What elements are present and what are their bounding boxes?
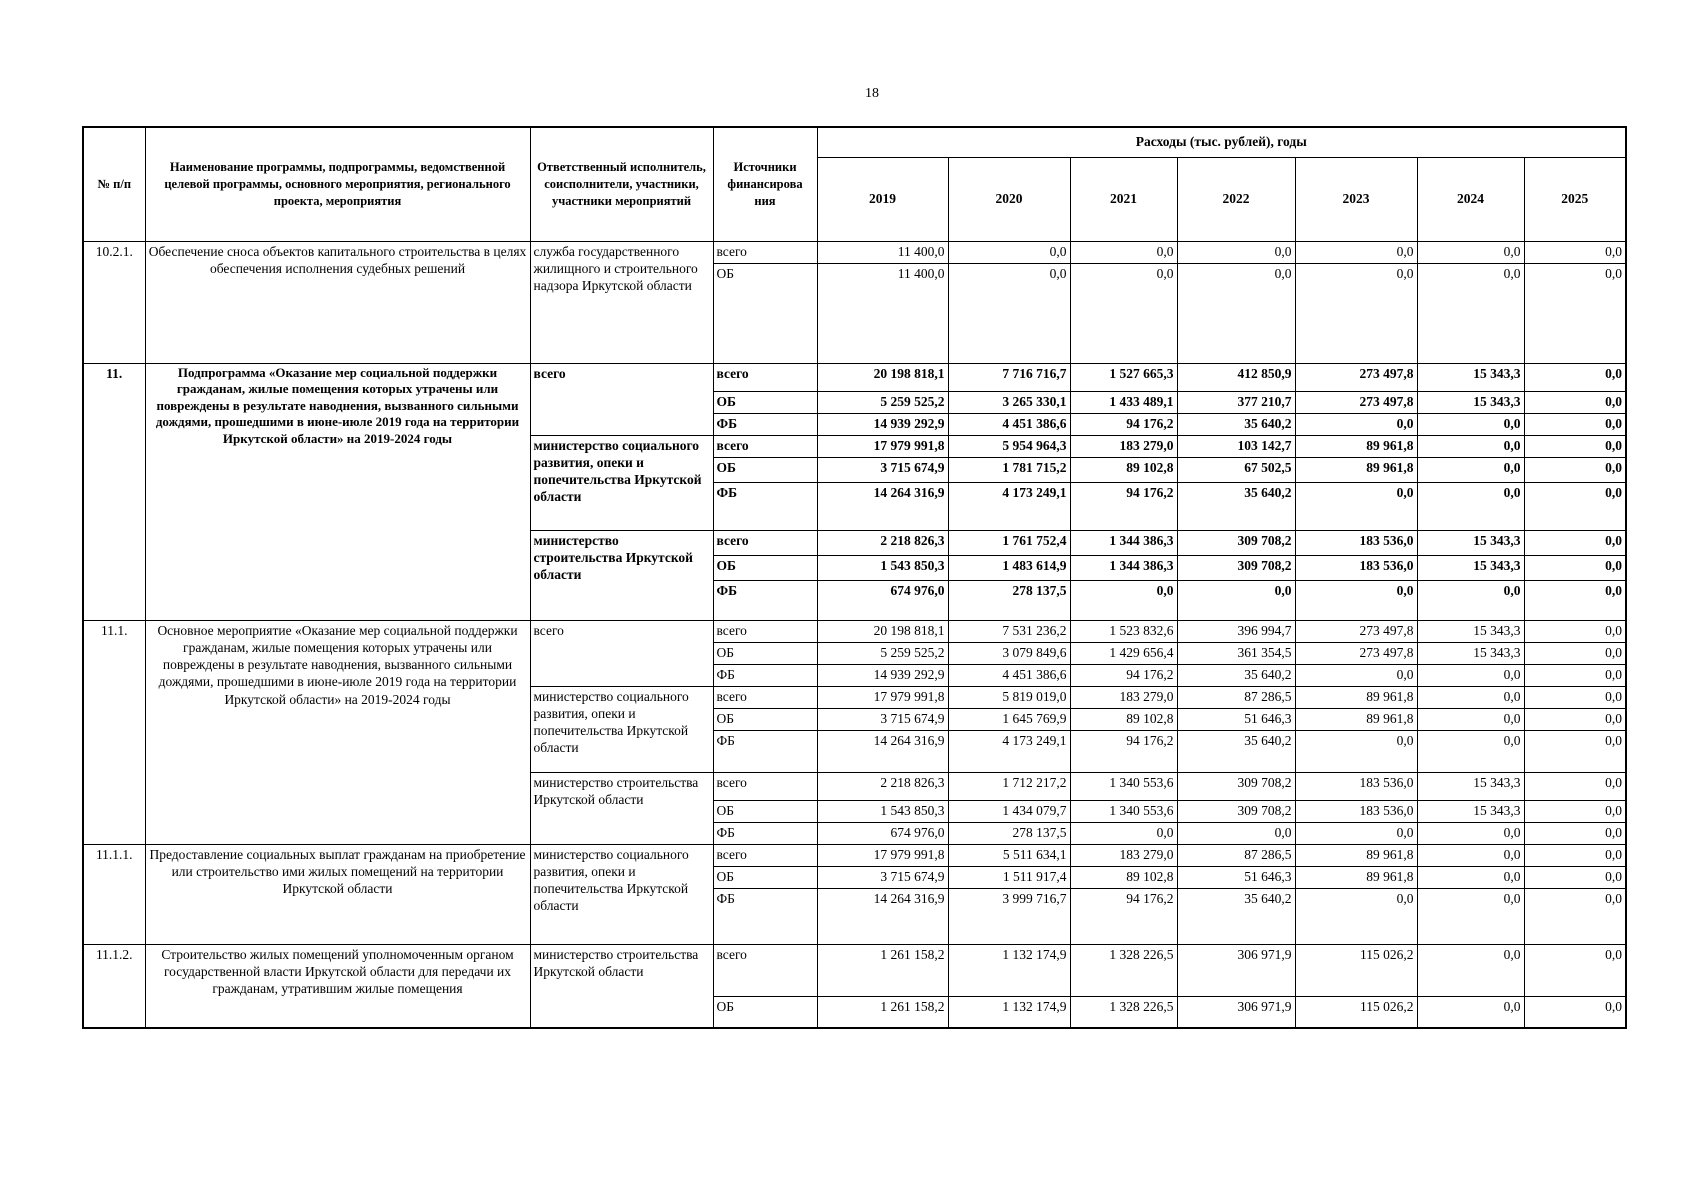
expense-value: 1 527 665,3 [1070, 363, 1177, 391]
budget-table [82, 126, 1627, 1029]
expense-value: 0,0 [1417, 457, 1524, 482]
funding-source: всего [713, 530, 817, 555]
table-row [83, 620, 1626, 642]
expense-value: 674 976,0 [817, 822, 948, 844]
expense-value: 0,0 [1524, 620, 1626, 642]
expense-value: 1 344 386,3 [1070, 530, 1177, 555]
expense-value: 87 286,5 [1177, 686, 1295, 708]
expense-value: 412 850,9 [1177, 363, 1295, 391]
expense-value: 5 259 525,2 [817, 642, 948, 664]
expense-value: 20 198 818,1 [817, 363, 948, 391]
expense-value: 1 781 715,2 [948, 457, 1070, 482]
program-name: Обеспечение сноса объектов капитального строительства в целях обеспечения исполнения судебных решений [145, 241, 530, 363]
expense-value: 0,0 [1295, 263, 1417, 363]
executor: министерство строительства Иркутской области [530, 772, 713, 844]
expense-value: 0,0 [1524, 866, 1626, 888]
program-name: Основное мероприятие «Оказание мер социальной поддержки гражданам, жилые помещения которых утрачены или повреждены в результате наводнения, вызванного сильными дождями, прошедшими в июне-июле 2019 года на территории Иркутской области» на 2019-2024 годы [145, 620, 530, 844]
expense-value: 0,0 [1524, 530, 1626, 555]
table-row [83, 944, 1626, 996]
expense-value: 0,0 [1524, 241, 1626, 263]
funding-source: ФБ [713, 822, 817, 844]
expense-value: 0,0 [1177, 580, 1295, 620]
header-year: 2022 [1177, 157, 1295, 241]
expense-value: 15 343,3 [1417, 555, 1524, 580]
expense-value: 2 218 826,3 [817, 772, 948, 800]
expense-value: 2 218 826,3 [817, 530, 948, 555]
expense-value: 0,0 [1524, 772, 1626, 800]
header-year: 2025 [1524, 157, 1626, 241]
header-executor: Ответственный исполнитель, соисполнители, участники, участники мероприятий [530, 127, 713, 241]
table-row [83, 241, 1626, 263]
expense-value: 1 429 656,4 [1070, 642, 1177, 664]
funding-source: ОБ [713, 555, 817, 580]
expense-value: 14 264 316,9 [817, 888, 948, 944]
row-number: 10.2.1. [83, 241, 145, 363]
program-name: Строительство жилых помещений уполномоченным органом государственной власти Иркутской области для передачи их гражданам, утратившим жилые помещения [145, 944, 530, 1028]
expense-value: 0,0 [1417, 944, 1524, 996]
funding-source: ОБ [713, 800, 817, 822]
expense-value: 1 761 752,4 [948, 530, 1070, 555]
expense-value: 89 961,8 [1295, 686, 1417, 708]
expense-value: 309 708,2 [1177, 772, 1295, 800]
expense-value: 3 999 716,7 [948, 888, 1070, 944]
expense-value: 0,0 [1524, 435, 1626, 457]
expense-value: 0,0 [1295, 241, 1417, 263]
expense-value: 0,0 [1417, 580, 1524, 620]
expense-value: 0,0 [1524, 730, 1626, 772]
header-year: 2020 [948, 157, 1070, 241]
expense-value: 15 343,3 [1417, 620, 1524, 642]
funding-source: ОБ [713, 391, 817, 413]
expense-value: 3 715 674,9 [817, 708, 948, 730]
expense-value: 1 433 489,1 [1070, 391, 1177, 413]
expense-value: 0,0 [1417, 888, 1524, 944]
funding-source: всего [713, 241, 817, 263]
expense-value: 273 497,8 [1295, 363, 1417, 391]
expense-value: 15 343,3 [1417, 530, 1524, 555]
expense-value: 5 819 019,0 [948, 686, 1070, 708]
table-row [83, 844, 1626, 866]
expense-value: 15 343,3 [1417, 772, 1524, 800]
funding-source: ОБ [713, 642, 817, 664]
header-name: Наименование программы, подпрограммы, ведомственной целевой программы, основного мероприятия, регионального проекта, мероприятия [145, 127, 530, 241]
expense-value: 14 264 316,9 [817, 482, 948, 530]
expense-value: 0,0 [1524, 580, 1626, 620]
header-expenses: Расходы (тыс. рублей), годы [817, 127, 1626, 157]
expense-value: 674 976,0 [817, 580, 948, 620]
expense-value: 103 142,7 [1177, 435, 1295, 457]
expense-value: 15 343,3 [1417, 363, 1524, 391]
expense-value: 0,0 [1524, 686, 1626, 708]
expense-value: 0,0 [1524, 664, 1626, 686]
expense-value: 0,0 [1295, 413, 1417, 435]
program-name: Предоставление социальных выплат гражданам на приобретение или строительство ими жилых помещений на территории Иркутской области [145, 844, 530, 944]
expense-value: 15 343,3 [1417, 642, 1524, 664]
header-year: 2021 [1070, 157, 1177, 241]
expense-value: 0,0 [1070, 580, 1177, 620]
funding-source: ОБ [713, 708, 817, 730]
expense-value: 309 708,2 [1177, 530, 1295, 555]
expense-value: 3 265 330,1 [948, 391, 1070, 413]
expense-value: 35 640,2 [1177, 482, 1295, 530]
expense-value: 183 279,0 [1070, 435, 1177, 457]
expense-value: 306 971,9 [1177, 944, 1295, 996]
executor: служба государственного жилищного и строительного надзора Иркутской области [530, 241, 713, 363]
expense-value: 89 961,8 [1295, 708, 1417, 730]
expense-value: 0,0 [1524, 844, 1626, 866]
expense-value: 35 640,2 [1177, 730, 1295, 772]
expense-value: 0,0 [1417, 686, 1524, 708]
expense-value: 0,0 [1524, 708, 1626, 730]
table-header [83, 127, 1626, 241]
expense-value: 1 434 079,7 [948, 800, 1070, 822]
expense-value: 0,0 [1524, 482, 1626, 530]
expense-value: 3 715 674,9 [817, 457, 948, 482]
funding-source: ОБ [713, 263, 817, 363]
funding-source: всего [713, 363, 817, 391]
expense-value: 94 176,2 [1070, 413, 1177, 435]
executor: всего [530, 620, 713, 686]
expense-value: 1 132 174,9 [948, 996, 1070, 1028]
expense-value: 89 102,8 [1070, 457, 1177, 482]
expense-value: 278 137,5 [948, 580, 1070, 620]
expense-value: 94 176,2 [1070, 482, 1177, 530]
expense-value: 89 102,8 [1070, 708, 1177, 730]
funding-source: ФБ [713, 580, 817, 620]
expense-value: 0,0 [1070, 263, 1177, 363]
expense-value: 5 259 525,2 [817, 391, 948, 413]
funding-source: всего [713, 686, 817, 708]
expense-value: 0,0 [1417, 708, 1524, 730]
expense-value: 0,0 [1524, 555, 1626, 580]
funding-source: всего [713, 944, 817, 996]
funding-source: ФБ [713, 664, 817, 686]
program-name: Подпрограмма «Оказание мер социальной поддержки гражданам, жилые помещения которых утрачены или повреждены в результате наводнения, вызванного сильными дождями, прошедшими в июне-июле 2019 года на территории Иркутской области» на 2019-2024 годы [145, 363, 530, 620]
funding-source: ОБ [713, 996, 817, 1028]
expense-value: 35 640,2 [1177, 413, 1295, 435]
expense-value: 0,0 [1417, 263, 1524, 363]
expense-value: 0,0 [1524, 822, 1626, 844]
funding-source: всего [713, 620, 817, 642]
expense-value: 0,0 [1417, 822, 1524, 844]
expense-value: 115 026,2 [1295, 996, 1417, 1028]
executor: министерство социального развития, опеки и попечительства Иркутской области [530, 686, 713, 772]
expense-value: 0,0 [1524, 413, 1626, 435]
table-body [83, 241, 1626, 1028]
expense-value: 0,0 [1417, 241, 1524, 263]
expense-value: 0,0 [1295, 730, 1417, 772]
expense-value: 273 497,8 [1295, 620, 1417, 642]
expense-value: 183 279,0 [1070, 844, 1177, 866]
expense-value: 0,0 [1295, 580, 1417, 620]
expense-value: 89 961,8 [1295, 457, 1417, 482]
expense-value: 7 716 716,7 [948, 363, 1070, 391]
expense-value: 15 343,3 [1417, 391, 1524, 413]
executor: министерство строительства Иркутской области [530, 530, 713, 620]
expense-value: 1 483 614,9 [948, 555, 1070, 580]
expense-value: 51 646,3 [1177, 708, 1295, 730]
expense-value: 17 979 991,8 [817, 435, 948, 457]
executor: всего [530, 363, 713, 435]
expense-value: 51 646,3 [1177, 866, 1295, 888]
expense-value: 0,0 [1524, 944, 1626, 996]
expense-value: 11 400,0 [817, 241, 948, 263]
funding-source: ФБ [713, 413, 817, 435]
expense-value: 89 961,8 [1295, 435, 1417, 457]
expense-value: 1 328 226,5 [1070, 944, 1177, 996]
executor: министерство социального развития, опеки и попечительства Иркутской области [530, 844, 713, 944]
funding-source: всего [713, 844, 817, 866]
expense-value: 0,0 [1417, 482, 1524, 530]
expense-value: 0,0 [1177, 822, 1295, 844]
expense-value: 0,0 [1177, 241, 1295, 263]
expense-value: 0,0 [1524, 457, 1626, 482]
expense-value: 1 523 832,6 [1070, 620, 1177, 642]
expense-value: 0,0 [948, 241, 1070, 263]
expense-value: 183 536,0 [1295, 555, 1417, 580]
executor: министерство социального развития, опеки и попечительства Иркутской области [530, 435, 713, 530]
expense-value: 1 261 158,2 [817, 996, 948, 1028]
expense-value: 309 708,2 [1177, 555, 1295, 580]
header-year: 2023 [1295, 157, 1417, 241]
header-source: Источники финансирова ния [713, 127, 817, 241]
expense-value: 87 286,5 [1177, 844, 1295, 866]
funding-source: ОБ [713, 866, 817, 888]
expense-value: 35 640,2 [1177, 664, 1295, 686]
expense-value: 0,0 [1524, 363, 1626, 391]
expense-value: 14 939 292,9 [817, 664, 948, 686]
expense-value: 377 210,7 [1177, 391, 1295, 413]
expense-value: 15 343,3 [1417, 800, 1524, 822]
expense-value: 0,0 [1177, 263, 1295, 363]
expense-value: 94 176,2 [1070, 664, 1177, 686]
expense-value: 0,0 [1417, 844, 1524, 866]
expense-value: 0,0 [1295, 482, 1417, 530]
expense-value: 1 340 553,6 [1070, 800, 1177, 822]
expense-value: 3 715 674,9 [817, 866, 948, 888]
expense-value: 309 708,2 [1177, 800, 1295, 822]
expense-value: 0,0 [1524, 263, 1626, 363]
expense-value: 0,0 [1524, 391, 1626, 413]
expense-value: 1 261 158,2 [817, 944, 948, 996]
expense-value: 17 979 991,8 [817, 686, 948, 708]
expense-value: 5 511 634,1 [948, 844, 1070, 866]
expense-value: 1 328 226,5 [1070, 996, 1177, 1028]
expense-value: 4 173 249,1 [948, 482, 1070, 530]
expense-value: 1 543 850,3 [817, 800, 948, 822]
expense-value: 67 502,5 [1177, 457, 1295, 482]
expense-value: 183 536,0 [1295, 772, 1417, 800]
expense-value: 183 536,0 [1295, 800, 1417, 822]
expense-value: 183 279,0 [1070, 686, 1177, 708]
expense-value: 17 979 991,8 [817, 844, 948, 866]
funding-source: ОБ [713, 457, 817, 482]
row-number: 11.1.2. [83, 944, 145, 1028]
funding-source: всего [713, 435, 817, 457]
expense-value: 1 132 174,9 [948, 944, 1070, 996]
expense-value: 0,0 [1295, 888, 1417, 944]
expense-value: 0,0 [1295, 664, 1417, 686]
expense-value: 278 137,5 [948, 822, 1070, 844]
expense-value: 4 451 386,6 [948, 664, 1070, 686]
expense-value: 3 079 849,6 [948, 642, 1070, 664]
expense-value: 1 645 769,9 [948, 708, 1070, 730]
expense-value: 273 497,8 [1295, 642, 1417, 664]
expense-value: 0,0 [948, 263, 1070, 363]
expense-value: 5 954 964,3 [948, 435, 1070, 457]
expense-value: 1 344 386,3 [1070, 555, 1177, 580]
expense-value: 35 640,2 [1177, 888, 1295, 944]
expense-value: 11 400,0 [817, 263, 948, 363]
page-number: 18 [865, 86, 879, 101]
expense-value: 20 198 818,1 [817, 620, 948, 642]
expense-value: 0,0 [1417, 435, 1524, 457]
expense-value: 94 176,2 [1070, 730, 1177, 772]
funding-source: ФБ [713, 482, 817, 530]
expense-value: 115 026,2 [1295, 944, 1417, 996]
executor: министерство строительства Иркутской области [530, 944, 713, 1028]
expense-value: 89 961,8 [1295, 866, 1417, 888]
row-number: 11. [83, 363, 145, 620]
expense-value: 1 712 217,2 [948, 772, 1070, 800]
expense-value: 0,0 [1524, 888, 1626, 944]
row-number: 11.1.1. [83, 844, 145, 944]
expense-value: 183 536,0 [1295, 530, 1417, 555]
expense-value: 0,0 [1417, 413, 1524, 435]
expense-value: 1 543 850,3 [817, 555, 948, 580]
funding-source: ФБ [713, 888, 817, 944]
expense-value: 14 939 292,9 [817, 413, 948, 435]
expense-value: 0,0 [1524, 642, 1626, 664]
expense-value: 89 102,8 [1070, 866, 1177, 888]
expense-value: 1 511 917,4 [948, 866, 1070, 888]
row-number: 11.1. [83, 620, 145, 844]
expense-value: 0,0 [1070, 822, 1177, 844]
funding-source: ФБ [713, 730, 817, 772]
expense-value: 273 497,8 [1295, 391, 1417, 413]
expense-value: 0,0 [1417, 866, 1524, 888]
expense-value: 0,0 [1524, 800, 1626, 822]
expense-value: 361 354,5 [1177, 642, 1295, 664]
expense-value: 306 971,9 [1177, 996, 1295, 1028]
expense-value: 0,0 [1070, 241, 1177, 263]
expense-value: 0,0 [1524, 996, 1626, 1028]
expense-value: 0,0 [1417, 996, 1524, 1028]
expense-value: 7 531 236,2 [948, 620, 1070, 642]
header-year: 2024 [1417, 157, 1524, 241]
expense-value: 89 961,8 [1295, 844, 1417, 866]
expense-value: 14 264 316,9 [817, 730, 948, 772]
expense-value: 0,0 [1417, 664, 1524, 686]
expense-value: 94 176,2 [1070, 888, 1177, 944]
expense-value: 4 173 249,1 [948, 730, 1070, 772]
expense-value: 1 340 553,6 [1070, 772, 1177, 800]
header-year: 2019 [817, 157, 948, 241]
expense-value: 4 451 386,6 [948, 413, 1070, 435]
expense-value: 396 994,7 [1177, 620, 1295, 642]
table-row [83, 363, 1626, 391]
funding-source: всего [713, 772, 817, 800]
expense-value: 0,0 [1417, 730, 1524, 772]
header-num: № п/п [83, 127, 145, 241]
expense-value: 0,0 [1295, 822, 1417, 844]
